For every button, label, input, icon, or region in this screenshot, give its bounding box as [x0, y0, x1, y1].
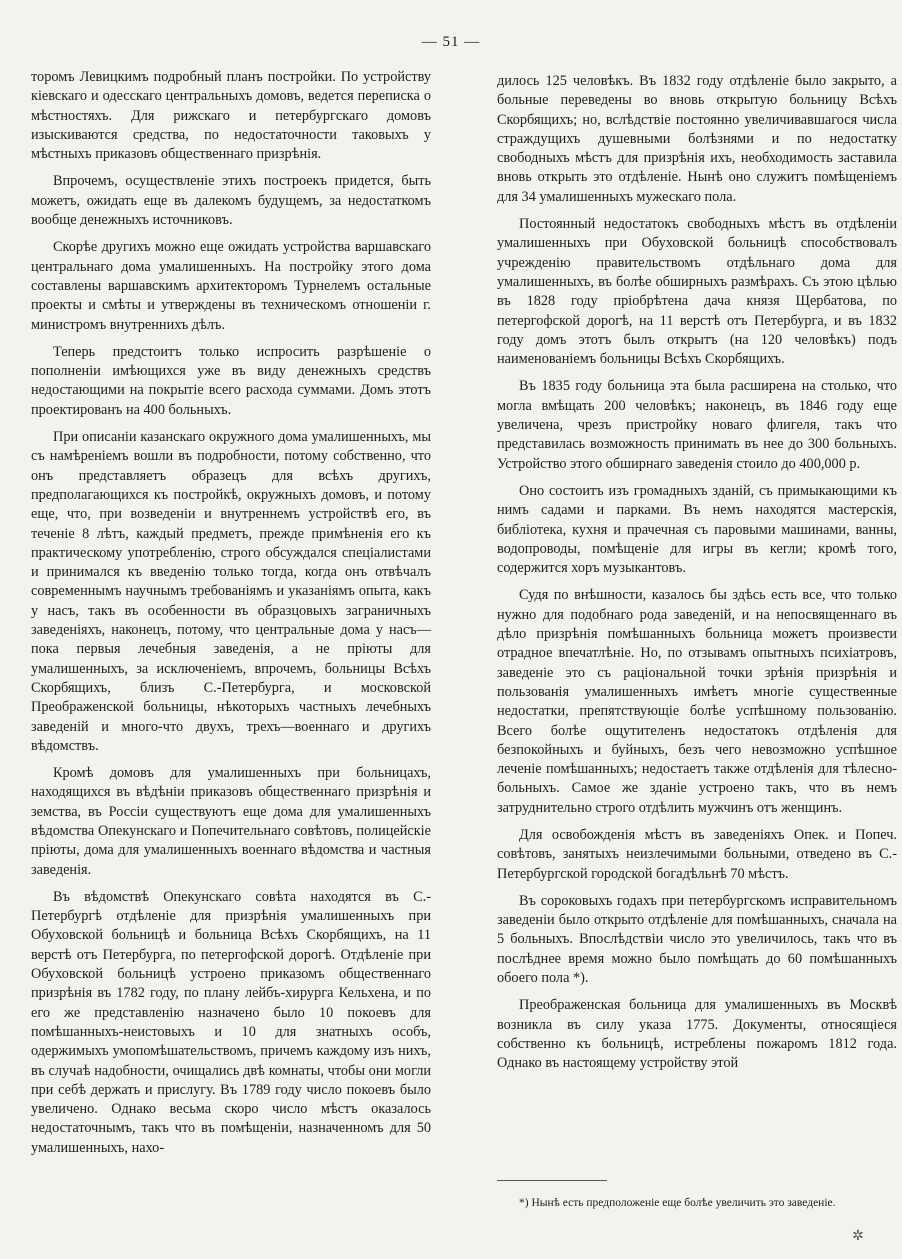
paragraph: При описаніи казанскаго окружного дома умалишенныхъ, мы съ намѣреніемъ вошли въ подробности, потому собственно, что онъ представляетъ образецъ для всѣхъ другихъ, предполагающихся къ постройкѣ, окружныхъ домовъ, и потому еще, что, при возведеніи и внутреннемъ устройствѣ его, въ теченіе 8 лѣтъ, каждый предметъ, прежде примѣненія его къ практическому употребленію, строго обсуждался спеціалистами и принимался къ введенію только тогда, когда онъ отвѣчалъ современнымъ научнымъ требованіямъ и указаніямъ опыта, какъ у насъ, такъ въ особенности въ образцовыхъ заграничныхъ заведеніяхъ, наконецъ, потому, что центральные дома у насъ—пока первыя лечебныя заведенія, а не пріюты для умалишенныхъ, за исключеніемъ, впрочемъ, больницы Всѣхъ Скорбящихъ, близъ С.-Петербурга, и московской Преображенской больницы, нѣкоторыхъ частныхъ лечебныхъ заведеній и много-что двухъ, трехъ—военнаго и другихъ вѣдомствъ. — [31, 429, 431, 754]
paragraph: торомъ Левицкимъ подробный планъ постройки. По устройству кіевскаго и одесскаго центральныхъ домовъ, ведется переписка о мѣстностяхъ. Для рижскаго и петербургскаго домовъ изыскиваются средства, по недостаточности таковыхъ у мѣстныхъ приказовъ общественнаго призрѣнія. — [31, 69, 431, 163]
paragraph: Въ вѣдомствѣ Опекунскаго совѣта находятся въ С.-Петербургѣ отдѣленіе для призрѣнія умалишенныхъ при Обуховской больницѣ и больница Всѣхъ Скорбящихъ, на 11 верстѣ отъ Петербурга, по петергофской дорогѣ. Отдѣленіе при Обуховской больницѣ устроено приказомъ общественнаго призрѣнія въ 1782 году, по плану лейбъ-хирурга Кельхена, и по его же представленію назначено было 10 покоевъ для помѣшанныхъ-неистовыхъ и 10 для знатныхъ особъ, одержимыхъ умопомѣшательствомъ, причемъ каждому изъ нихъ, въ случаѣ надобности, очищались двѣ комнаты, чтобы они могли при себѣ держать и прислугу. Въ 1789 году число покоевъ было увеличено. Однако весьма скоро число мѣстъ оказалось недостаточнымъ, такъ что въ помѣщеніи, назначенномъ для 50 умалишенныхъ, нахо- — [31, 888, 431, 1156]
paragraph: Кромѣ домовъ для умалишенныхъ при больницахъ, находящихся въ вѣдѣніи приказовъ общественнаго призрѣнія и земства, въ Россіи существуютъ еще дома для умалишенныхъ вѣдомства Опекунскаго и Попечительнаго совѣтовъ, полицейскіе пріюты, дома для умалишенныхъ военнаго вѣдомства и частныя заведенія. — [31, 765, 431, 878]
right-column — [497, 72, 897, 1082]
paragraph: Оно состоитъ изъ громадныхъ зданій, съ примыкающими къ нимъ садами и парками. Въ немъ находятся мастерскія, библіотека, кухня и прачечная съ паровыми машинами, ванны, водопроводы, помѣщеніе для игры въ кегли; кромѣ того, содержится хоръ музыкантовъ. — [497, 482, 897, 577]
paragraph: Въ 1835 году больница эта была расширена на столько, что могла вмѣщать 200 человѣкъ; наконецъ, въ 1846 году еще увеличена, чрезъ пристройку новаго флигеля, такъ что представилась возможность принимать въ нее до 300 больныхъ. Устройство этого обширнаго заведенія стоило до 400,000 р. — [497, 378, 897, 472]
left-column — [31, 68, 431, 1166]
paragraph: Скорѣе другихъ можно еще ожидать устройства варшавскаго центральнаго дома умалишенныхъ. На постройку этого дома составлены варшавскимъ архитекторомъ Турнелемъ остальные проекты и смѣты и утверждены въ техническомъ отношеніи г. министромъ внутреннихъ дѣлъ. — [31, 239, 431, 333]
paragraph: Постоянный недостатокъ свободныхъ мѣстъ въ отдѣленіи умалишенныхъ при Обуховской больницѣ способствовалъ учрежденію правительствомъ отдѣльнаго дома для умалишенныхъ, въ болѣе обширныхъ размѣрахъ. Съ этою цѣлью въ 1828 году пріобрѣтена дача князя Щербатова, по петергофской дорогѣ, на 11 верстѣ отъ Петербурга, и въ 1832 году домъ этотъ былъ открытъ (на 120 человѣкъ) подъ наименованіемъ больницы Всѣхъ Скорбящихъ. — [497, 216, 897, 368]
paragraph: дилось 125 человѣкъ. Въ 1832 году отдѣленіе было закрыто, а больные переведены во вновь открытую больницу Всѣхъ Скорбящихъ; но, вслѣдствіе постоянно увеличивавшагося числа страждущихъ душевными болѣзнями и по недостатку свободныхъ мѣстъ для призрѣнія ихъ, необходимость заставила вновь открыть это отдѣленіе. Нынѣ оно служитъ помѣщеніемъ для 34 умалишенныхъ мужескаго пола. — [497, 73, 897, 205]
ornament-mark: ✲ — [852, 1229, 864, 1244]
paragraph: Въ сороковыхъ годахъ при петербургскомъ исправительномъ заведеніи было открыто отдѣленіе для помѣшанныхъ, сначала на 5 больныхъ. Впослѣдствіи число это увеличилось, такъ что въ послѣднее время можно было помѣщать до 60 помѣшанныхъ обоего пола *). — [497, 892, 897, 987]
paragraph: Преображенская больница для умалишенныхъ въ Москвѣ возникла въ силу указа 1775. Документы, относящіеся собственно къ больницѣ, истреблены пожаромъ 1812 года. Однако въ настоящему устройству этой — [497, 997, 897, 1072]
page-number: — 51 — — [421, 34, 481, 50]
paragraph: Впрочемъ, осуществленіе этихъ построекъ придется, быть можетъ, ожидать еще въ далекомъ будущемъ, за недостаткомъ вообще денежныхъ источниковъ. — [31, 173, 431, 229]
footnote-divider — [497, 1180, 607, 1181]
paragraph: Для освобожденія мѣстъ въ заведеніяхъ Опек. и Попеч. совѣтовъ, занятыхъ неизлечимыми больными, отведено въ С.-Петербургской городской богадѣльнѣ 70 мѣстъ. — [497, 826, 897, 882]
paragraph: Судя по внѣшности, казалось бы здѣсь есть все, что только нужно для подобнаго рода заведеній, и на непосвященнаго въ дѣло призрѣнія помѣшанныхъ больница можетъ произвести отрадное впечатлѣніе. Но, по отзывамъ опытныхъ психіатровъ, заведеніе это съ раціональной точки зрѣнія призрѣнія и пользованія умалишенныхъ имѣетъ многіе существенные недостатки, препятствующіе болѣе успѣшному пользованію. Всего болѣе ощутителенъ недостатокъ отдѣленія для безпокойныхъ и буйныхъ, безъ чего невозможно успѣшное леченіе помѣшанныхъ; недостаетъ также отдѣленія для тѣлесно-больныхъ. Самое же зданіе устроено такъ, что въ немъ затруднительно строго отдѣлить мужчинъ отъ женщинъ. — [497, 587, 897, 816]
paragraph: Теперь предстоитъ только испросить разрѣшеніе о пополненіи имѣющихся уже въ виду денежныхъ средствъ недостающими на покрытіе всего расхода суммами. Домъ этотъ проектированъ на 400 больныхъ. — [31, 343, 431, 418]
footnote: *) Нынѣ есть предположеніе еще болѣе увеличить это заведеніе. — [519, 1197, 836, 1209]
